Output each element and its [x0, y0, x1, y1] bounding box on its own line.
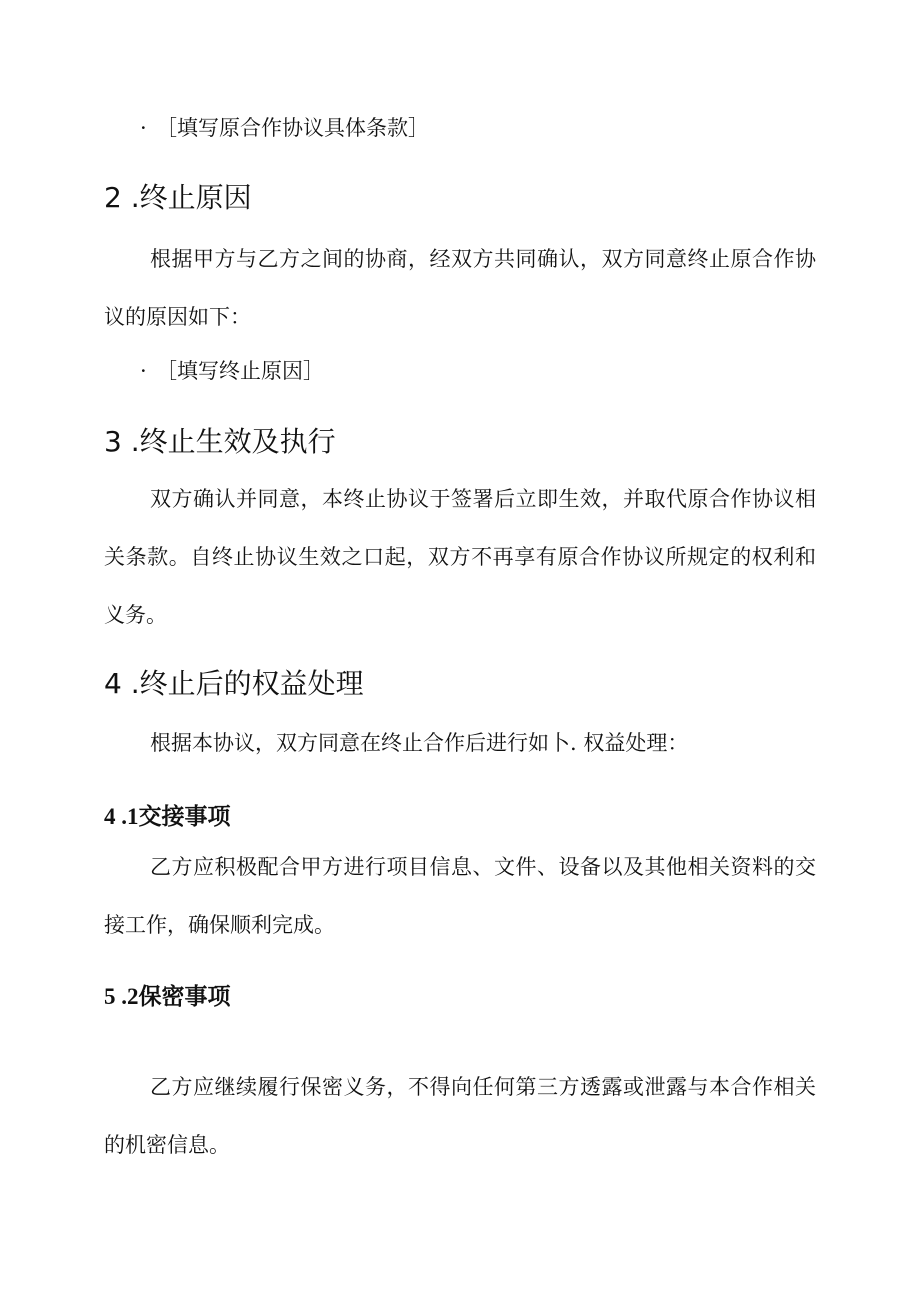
section-4-paragraph: 根据本协议，双方同意在终止合作后进行如卜. 权益处理： [150, 731, 689, 755]
section-4-heading: 4 .终止后的权益处理 [104, 667, 364, 700]
bullet-termination-reason [140, 355, 920, 385]
subsection-title: 交接事项 [138, 804, 231, 830]
subsection-number: 5 .2 [104, 984, 139, 1009]
subsection-5-2-paragraph: 乙方应继续履行保密义务，不得向任何第三方透露或泄露与本合作相关的机密信息。 [104, 1075, 816, 1157]
bullet-dot: · [140, 359, 147, 383]
bullet-text: ［填写终止原因］ [156, 359, 324, 383]
subsection-4-1-paragraph: 乙方应积极配合甲方进行项目信息、文件、设备以及其他相关资料的交接工作，确保顺利完成。 [104, 855, 816, 937]
section-3-heading: 3 .终止生效及执行 [104, 425, 336, 458]
subsection-4-1-heading [104, 798, 920, 831]
subsection-5-2-heading [104, 978, 920, 1011]
bullet-dot: · [140, 116, 147, 140]
bullet-original-terms [140, 112, 920, 142]
section-2-heading: 2 .终止原因 [104, 181, 252, 214]
section-2-paragraph: 根据甲方与乙方之间的协商，经双方共同确认，双方同意终止原合作协议的原因如下： [104, 247, 816, 329]
section-3-paragraph: 双方确认并同意，本终止协议于签署后立即生效，并取代原合作协议相关条款。自终止协议生效之口起，双方不再享有原合作协议所规定的权利和义务。 [104, 487, 816, 627]
subsection-title: 保密事项 [138, 984, 231, 1010]
subsection-number: 4 .1 [104, 804, 139, 829]
bullet-text: ［填写原合作协议具体条款］ [156, 116, 429, 140]
